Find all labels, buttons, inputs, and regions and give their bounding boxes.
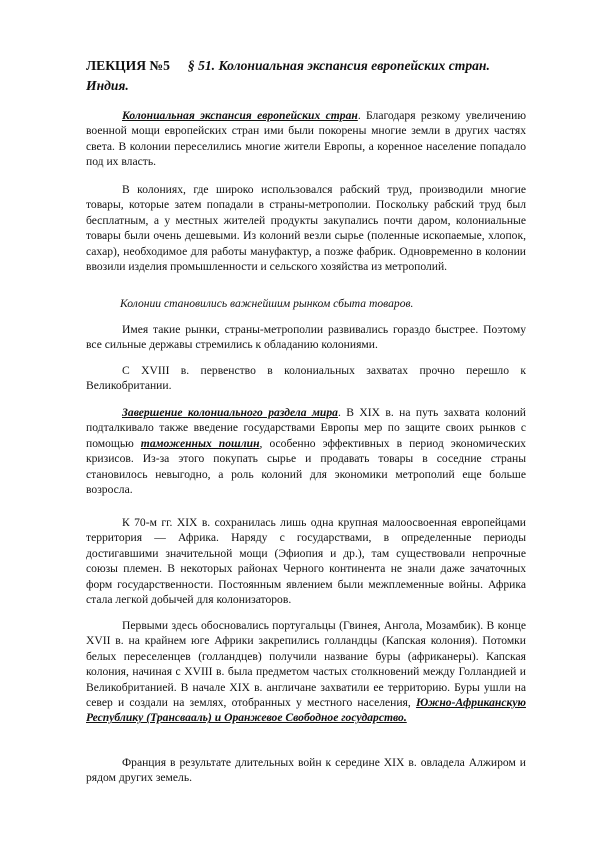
paragraph-colonial-division bbox=[86, 405, 526, 497]
paragraph-text: Первыми здесь обосновались португальцы (Гвинея, Ангола, Мозамбик). В конце XVII в. на крайнем юге Африки закрепились голландцы (Капская колония). Потомки белых переселенцев (голландцев) получили название буры (африканеры). Капская колония, начиная с XVIII в. была предметом частых столкновений между Голландией и Великобританией. В начале XIX в. англичане захватили ее территорию. Буры ушли на север и создали на землях, отобранных у местного населения, bbox=[86, 619, 526, 710]
paragraph-africa bbox=[86, 515, 526, 607]
paragraph-text: Имея такие рынки, страны-метрополии развивались гораздо быстрее. Поэтому все сильные державы стремились к обладанию колониями. bbox=[86, 323, 526, 352]
paragraph-france bbox=[86, 755, 526, 786]
paragraph-emphasis: таможенных пошлин bbox=[140, 436, 260, 450]
paragraph-text: , особенно эффективных в период экономических кризисов. Из-за этого покупать сырье и продавать товары в соседние страны становилось невыгодно, а роль колоний для экономики метрополий еще больше возросла. bbox=[86, 436, 526, 497]
paragraph-lead-term: Колониальная экспансия европейских стран bbox=[122, 109, 358, 122]
paragraph-text: . В XIX в. на путь захвата колоний подталкивало также введение государствами Европы мер по защите своих рынков с помощью bbox=[86, 406, 526, 450]
callout-sales-market bbox=[120, 296, 526, 311]
paragraph-portuguese bbox=[86, 618, 526, 726]
paragraph-slave-labor bbox=[86, 182, 526, 274]
paragraph-text: В колониях, где широко использовался рабский труд, производили многие товары, которые затем попадали в страны-метрополии. Поскольку рабский труд был бесплатным, а у местных жителей продукты закупались почти даром, колониальные товары были очень дешевыми. Из колоний везли сырье (поленные ископаемые, хлопок, сахар), необходимое для работы мануфактур, а позже фабрик. Одновременно в колонии ввозили изделия промышленности и сельского хозяйства из метрополий. bbox=[86, 183, 526, 274]
paragraph-text: С XVIII в. первенство в колониальных захватах прочно перешло к Великобритании. bbox=[86, 364, 526, 393]
paragraph-lead-term: Завершение колониального раздела мира bbox=[122, 406, 338, 419]
paragraph-metropolis-development bbox=[86, 322, 526, 353]
paragraph-text: . Благодаря резкому увеличению военной мощи европейских стран ими были покорены многие земли в других частях света. В колонии переселились многие жители Европы, а коренное население попадало под их власть. bbox=[86, 109, 526, 169]
paragraph-text: К 70-м гг. XIX в. сохранилась лишь одна крупная малоосвоенная европейцами территория — Африка. Наряду с государствами, в определенные периоды достигавшими значительной мощи (Эфиопия и др.), там существовали непрочные союзы племен. В некоторых районах Черного континента не знали даже зачаточных форм государственности. Постоянным явлением были межплеменные войны. Африка стала легкой добычей для колонизаторов. bbox=[86, 516, 526, 607]
paragraph-great-britain bbox=[86, 363, 526, 394]
paragraph-colonial-expansion bbox=[86, 108, 526, 170]
lecture-title: § 51. Колониальная экспансия европейских стран. Индия. bbox=[86, 58, 490, 93]
lecture-heading bbox=[86, 56, 526, 96]
paragraph-text: Франция в результате длительных войн к середине XIX в. овладела Алжиром и рядом других земель. bbox=[86, 756, 526, 785]
lecture-number: ЛЕКЦИЯ №5 bbox=[86, 58, 170, 73]
callout-text: Колонии становились важнейшим рынком сбыта товаров. bbox=[120, 297, 414, 310]
paragraph-republics: Южно-Африканскую Республику (Трансвааль) и Оранжевое Свободное государство. bbox=[86, 696, 526, 725]
